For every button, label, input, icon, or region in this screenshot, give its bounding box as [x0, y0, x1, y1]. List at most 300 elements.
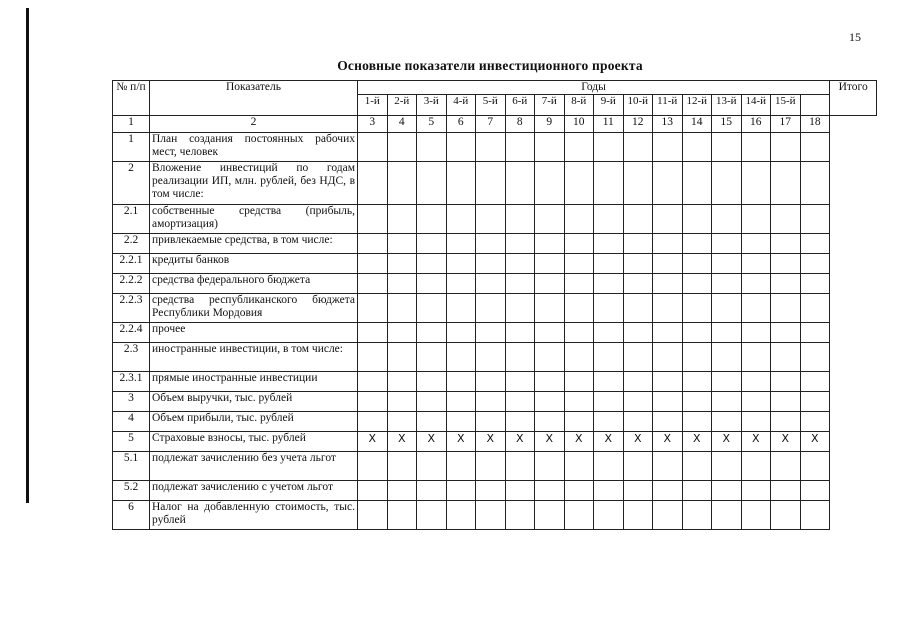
- year-label: 14-й: [741, 95, 771, 116]
- value-cell: [446, 133, 476, 162]
- value-cell: [564, 481, 594, 501]
- value-cell: [623, 234, 653, 254]
- value-cell: X: [387, 432, 417, 452]
- value-cell: [387, 481, 417, 501]
- value-cell: [771, 234, 801, 254]
- value-cell: [594, 343, 624, 372]
- value-cell: [682, 254, 712, 274]
- value-cell: [741, 323, 771, 343]
- row-indicator-name: привлекаемые средства, в том числе:: [150, 234, 358, 254]
- value-cell: X: [535, 432, 565, 452]
- value-cell: [800, 254, 830, 274]
- value-cell: [476, 254, 506, 274]
- year-label: 1-й: [358, 95, 388, 116]
- value-cell: [417, 343, 447, 372]
- value-cell: [682, 205, 712, 234]
- value-cell: [358, 205, 388, 234]
- value-cell: [800, 234, 830, 254]
- value-cell: [800, 412, 830, 432]
- column-number: 13: [653, 116, 683, 133]
- table-row: [113, 501, 877, 530]
- num-header: № п/п: [113, 81, 150, 116]
- value-cell: [682, 323, 712, 343]
- value-cell: [505, 501, 535, 530]
- value-cell: [741, 412, 771, 432]
- value-cell: [476, 372, 506, 392]
- value-cell: X: [564, 432, 594, 452]
- value-cell: [682, 412, 712, 432]
- column-number: 14: [682, 116, 712, 133]
- value-cell: [653, 412, 683, 432]
- value-cell: X: [446, 432, 476, 452]
- value-cell: [564, 392, 594, 412]
- column-number: 15: [712, 116, 742, 133]
- value-cell: [535, 501, 565, 530]
- value-cell: [712, 412, 742, 432]
- row-number: 2.2.4: [113, 323, 150, 343]
- value-cell: [800, 481, 830, 501]
- value-cell: [741, 205, 771, 234]
- value-cell: [712, 452, 742, 481]
- value-cell: [741, 162, 771, 205]
- value-cell: [653, 294, 683, 323]
- row-number: 3: [113, 392, 150, 412]
- value-cell: [358, 162, 388, 205]
- row-number: 1: [113, 133, 150, 162]
- value-cell: [771, 412, 801, 432]
- row-indicator-name: Страховые взносы, тыс. рублей: [150, 432, 358, 452]
- column-number: 12: [623, 116, 653, 133]
- value-cell: [535, 254, 565, 274]
- value-cell: [594, 234, 624, 254]
- left-margin-bar: [26, 8, 29, 503]
- table-row: [113, 323, 877, 343]
- value-cell: [417, 294, 447, 323]
- value-cell: [594, 254, 624, 274]
- value-cell: [564, 294, 594, 323]
- value-cell: [387, 452, 417, 481]
- value-cell: [505, 372, 535, 392]
- value-cell: [771, 254, 801, 274]
- column-number: 5: [417, 116, 447, 133]
- year-label: 7-й: [535, 95, 565, 116]
- value-cell: [741, 234, 771, 254]
- value-cell: [653, 234, 683, 254]
- value-cell: [505, 162, 535, 205]
- value-cell: [800, 501, 830, 530]
- value-cell: [358, 481, 388, 501]
- value-cell: [594, 205, 624, 234]
- value-cell: [358, 234, 388, 254]
- value-cell: [387, 205, 417, 234]
- value-cell: [800, 452, 830, 481]
- page-number: 15: [849, 30, 861, 44]
- value-cell: [594, 294, 624, 323]
- value-cell: [800, 323, 830, 343]
- value-cell: [476, 392, 506, 412]
- value-cell: [505, 481, 535, 501]
- value-cell: [476, 323, 506, 343]
- value-cell: [771, 481, 801, 501]
- value-cell: [358, 254, 388, 274]
- table-row: [113, 294, 877, 323]
- value-cell: [476, 501, 506, 530]
- value-cell: [387, 323, 417, 343]
- row-indicator-name: Налог на добавленную стоимость, тыс. рублей: [150, 501, 358, 530]
- value-cell: [358, 372, 388, 392]
- column-number: 2: [150, 116, 358, 133]
- value-cell: [771, 372, 801, 392]
- value-cell: [417, 254, 447, 274]
- value-cell: [682, 372, 712, 392]
- value-cell: [741, 294, 771, 323]
- row-indicator-name: Объем прибыли, тыс. рублей: [150, 412, 358, 432]
- value-cell: [564, 274, 594, 294]
- value-cell: [653, 372, 683, 392]
- value-cell: [653, 323, 683, 343]
- value-cell: [682, 481, 712, 501]
- value-cell: [800, 274, 830, 294]
- row-number: 2.3.1: [113, 372, 150, 392]
- value-cell: [358, 501, 388, 530]
- value-cell: [771, 274, 801, 294]
- row-indicator-name: средства республиканского бюджета Республики Мордовия: [150, 294, 358, 323]
- value-cell: [741, 133, 771, 162]
- value-cell: [535, 294, 565, 323]
- value-cell: [682, 343, 712, 372]
- row-indicator-name: Объем выручки, тыс. рублей: [150, 392, 358, 412]
- value-cell: X: [741, 432, 771, 452]
- column-number: 11: [594, 116, 624, 133]
- row-indicator-name: подлежат зачислению с учетом льгот: [150, 481, 358, 501]
- value-cell: [771, 323, 801, 343]
- value-cell: [446, 392, 476, 412]
- value-cell: [535, 372, 565, 392]
- year-label: 12-й: [682, 95, 712, 116]
- value-cell: [564, 372, 594, 392]
- value-cell: [387, 343, 417, 372]
- value-cell: [387, 274, 417, 294]
- value-cell: [594, 133, 624, 162]
- value-cell: [800, 133, 830, 162]
- value-cell: [623, 392, 653, 412]
- value-cell: [741, 343, 771, 372]
- value-cell: [505, 452, 535, 481]
- value-cell: [564, 412, 594, 432]
- value-cell: [653, 162, 683, 205]
- value-cell: [535, 481, 565, 501]
- value-cell: [446, 254, 476, 274]
- value-cell: [417, 412, 447, 432]
- value-cell: [800, 205, 830, 234]
- value-cell: [505, 234, 535, 254]
- value-cell: [653, 392, 683, 412]
- column-number: 18: [800, 116, 830, 133]
- value-cell: [505, 412, 535, 432]
- value-cell: [623, 343, 653, 372]
- row-number: 2.2.1: [113, 254, 150, 274]
- table-row: [113, 162, 877, 205]
- value-cell: [446, 412, 476, 432]
- value-cell: [446, 452, 476, 481]
- value-cell: [594, 162, 624, 205]
- year-label: 15-й: [771, 95, 801, 116]
- row-number: 2.2.3: [113, 294, 150, 323]
- value-cell: [417, 372, 447, 392]
- value-cell: [800, 162, 830, 205]
- table-row: [113, 205, 877, 234]
- value-cell: [446, 234, 476, 254]
- value-cell: [535, 323, 565, 343]
- value-cell: [446, 372, 476, 392]
- value-cell: [417, 234, 447, 254]
- column-numbers-row: [113, 116, 877, 133]
- column-number: 4: [387, 116, 417, 133]
- value-cell: [594, 323, 624, 343]
- value-cell: [535, 162, 565, 205]
- value-cell: [417, 274, 447, 294]
- value-cell: X: [653, 432, 683, 452]
- column-number: 16: [741, 116, 771, 133]
- value-cell: [358, 392, 388, 412]
- value-cell: [741, 452, 771, 481]
- value-cell: [417, 501, 447, 530]
- value-cell: [564, 452, 594, 481]
- value-cell: [771, 501, 801, 530]
- value-cell: [682, 294, 712, 323]
- value-cell: [358, 452, 388, 481]
- year-label: 9-й: [594, 95, 624, 116]
- value-cell: [771, 343, 801, 372]
- value-cell: [712, 501, 742, 530]
- year-label: 13-й: [712, 95, 742, 116]
- value-cell: [358, 323, 388, 343]
- value-cell: [446, 274, 476, 294]
- value-cell: [594, 452, 624, 481]
- value-cell: [682, 133, 712, 162]
- column-number: 3: [358, 116, 388, 133]
- table-row: [113, 274, 877, 294]
- indicator-header: Показатель: [150, 81, 358, 116]
- value-cell: [387, 133, 417, 162]
- value-cell: [387, 162, 417, 205]
- value-cell: [653, 133, 683, 162]
- row-number: 4: [113, 412, 150, 432]
- value-cell: [476, 452, 506, 481]
- value-cell: [741, 392, 771, 412]
- value-cell: [564, 254, 594, 274]
- row-indicator-name: прочее: [150, 323, 358, 343]
- value-cell: [476, 162, 506, 205]
- value-cell: [623, 501, 653, 530]
- value-cell: [476, 343, 506, 372]
- value-cell: [653, 501, 683, 530]
- year-label: 10-й: [623, 95, 653, 116]
- column-number: 8: [505, 116, 535, 133]
- table-row: [113, 254, 877, 274]
- value-cell: [800, 294, 830, 323]
- value-cell: [741, 501, 771, 530]
- table-row: [113, 133, 877, 162]
- table-row: [113, 481, 877, 501]
- value-cell: [712, 205, 742, 234]
- value-cell: X: [623, 432, 653, 452]
- value-cell: [712, 133, 742, 162]
- value-cell: [476, 481, 506, 501]
- value-cell: [712, 372, 742, 392]
- value-cell: [712, 392, 742, 412]
- value-cell: [564, 133, 594, 162]
- year-label: 3-й: [417, 95, 447, 116]
- value-cell: [741, 274, 771, 294]
- row-indicator-name: средства федерального бюджета: [150, 274, 358, 294]
- value-cell: [712, 234, 742, 254]
- value-cell: [623, 481, 653, 501]
- year-label: 2-й: [387, 95, 417, 116]
- row-indicator-name: План создания постоянных рабочих мест, человек: [150, 133, 358, 162]
- value-cell: X: [476, 432, 506, 452]
- value-cell: X: [358, 432, 388, 452]
- value-cell: [594, 392, 624, 412]
- value-cell: [505, 294, 535, 323]
- value-cell: [417, 133, 447, 162]
- value-cell: [446, 162, 476, 205]
- row-number: 2.2: [113, 234, 150, 254]
- value-cell: [682, 452, 712, 481]
- value-cell: [771, 162, 801, 205]
- value-cell: [594, 274, 624, 294]
- value-cell: [476, 412, 506, 432]
- value-cell: [623, 133, 653, 162]
- value-cell: [623, 372, 653, 392]
- header-row-top: [113, 81, 877, 95]
- value-cell: [564, 323, 594, 343]
- value-cell: [358, 133, 388, 162]
- value-cell: [358, 343, 388, 372]
- value-cell: [505, 205, 535, 234]
- value-cell: [712, 481, 742, 501]
- value-cell: [653, 452, 683, 481]
- row-indicator-name: иностранные инвестиции, в том числе:: [150, 343, 358, 372]
- value-cell: [771, 452, 801, 481]
- indicators-table: [112, 80, 877, 530]
- row-indicator-name: прямые иностранные инвестиции: [150, 372, 358, 392]
- value-cell: [387, 234, 417, 254]
- value-cell: [653, 343, 683, 372]
- value-cell: [476, 274, 506, 294]
- table-row: [113, 452, 877, 481]
- value-cell: [623, 412, 653, 432]
- value-cell: [594, 412, 624, 432]
- year-label: [800, 95, 830, 116]
- row-number: 5: [113, 432, 150, 452]
- value-cell: [446, 481, 476, 501]
- total-header: Итого: [830, 81, 877, 116]
- table-row: [113, 392, 877, 412]
- value-cell: [358, 274, 388, 294]
- value-cell: X: [771, 432, 801, 452]
- value-cell: [564, 343, 594, 372]
- value-cell: [771, 392, 801, 412]
- row-number: 2.2.2: [113, 274, 150, 294]
- value-cell: [387, 254, 417, 274]
- value-cell: X: [594, 432, 624, 452]
- value-cell: [771, 294, 801, 323]
- value-cell: [446, 205, 476, 234]
- value-cell: [535, 343, 565, 372]
- year-label: 4-й: [446, 95, 476, 116]
- value-cell: [505, 274, 535, 294]
- value-cell: [623, 323, 653, 343]
- value-cell: [535, 274, 565, 294]
- value-cell: [682, 501, 712, 530]
- table-body: [113, 133, 877, 530]
- value-cell: [358, 294, 388, 323]
- column-number: 1: [113, 116, 150, 133]
- value-cell: [712, 294, 742, 323]
- table-row: [113, 412, 877, 432]
- value-cell: [800, 343, 830, 372]
- value-cell: [623, 294, 653, 323]
- table-row: [113, 343, 877, 372]
- value-cell: [564, 162, 594, 205]
- row-number: 2.3: [113, 343, 150, 372]
- value-cell: [741, 481, 771, 501]
- value-cell: [476, 234, 506, 254]
- value-cell: [476, 205, 506, 234]
- value-cell: [446, 294, 476, 323]
- row-number: 5.2: [113, 481, 150, 501]
- row-indicator-name: подлежат зачислению без учета льгот: [150, 452, 358, 481]
- value-cell: [417, 205, 447, 234]
- value-cell: [653, 274, 683, 294]
- value-cell: [535, 412, 565, 432]
- value-cell: [417, 392, 447, 412]
- row-number: 5.1: [113, 452, 150, 481]
- value-cell: [712, 274, 742, 294]
- value-cell: [741, 372, 771, 392]
- value-cell: [712, 323, 742, 343]
- value-cell: [387, 501, 417, 530]
- value-cell: [800, 372, 830, 392]
- value-cell: [535, 133, 565, 162]
- value-cell: [387, 372, 417, 392]
- value-cell: [594, 481, 624, 501]
- table-row: [113, 432, 877, 452]
- value-cell: [505, 392, 535, 412]
- table-row: [113, 234, 877, 254]
- value-cell: [387, 294, 417, 323]
- value-cell: X: [800, 432, 830, 452]
- year-label: 8-й: [564, 95, 594, 116]
- value-cell: [564, 501, 594, 530]
- column-number: 17: [771, 116, 801, 133]
- value-cell: [417, 162, 447, 205]
- row-indicator-name: Вложение инвестиций по годам реализации ИП, млн. рублей, без НДС, в том числе:: [150, 162, 358, 205]
- column-number: 10: [564, 116, 594, 133]
- value-cell: X: [505, 432, 535, 452]
- value-cell: X: [682, 432, 712, 452]
- value-cell: [446, 323, 476, 343]
- value-cell: [505, 133, 535, 162]
- value-cell: [535, 205, 565, 234]
- value-cell: [564, 234, 594, 254]
- column-number: 7: [476, 116, 506, 133]
- row-indicator-name: кредиты банков: [150, 254, 358, 274]
- value-cell: [712, 343, 742, 372]
- value-cell: [446, 501, 476, 530]
- value-cell: [682, 234, 712, 254]
